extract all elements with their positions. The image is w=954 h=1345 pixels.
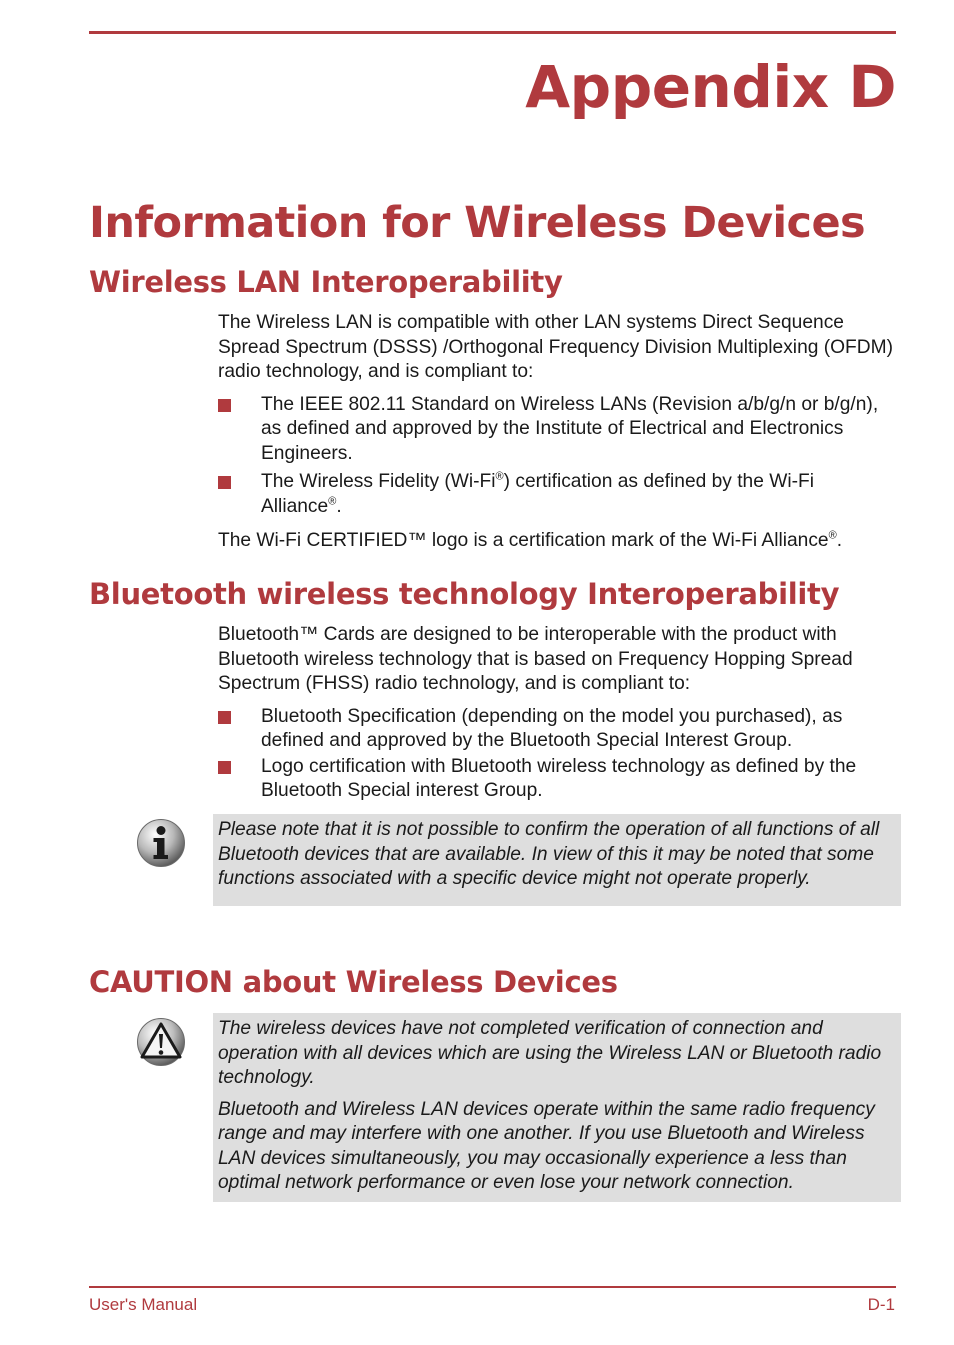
wlan-body [218, 311, 898, 554]
caution-box [213, 1013, 901, 1202]
wlan-bullet-text-part: ) certification as defined by the Wi-Fi Alliance [261, 471, 814, 517]
warning-icon [136, 1017, 186, 1067]
wlan-bullet-text-part: The Wireless Fidelity (Wi-Fi [261, 471, 496, 492]
bullet-square-icon [218, 711, 231, 724]
wlan-bullet-list [218, 393, 898, 520]
footer-rule [89, 1286, 896, 1288]
chapter-title: Information for Wireless Devices [89, 198, 866, 248]
note-box [213, 814, 901, 906]
bullet-square-icon [218, 476, 231, 489]
list-item [218, 470, 898, 519]
bluetooth-bullet-text: Logo certification with Bluetooth wireless technology as defined by the Bluetooth Special interest Group. [261, 755, 857, 801]
caution-paragraph: Bluetooth and Wireless LAN devices operate within the same radio frequency range and may interfere with one another. If you use Bluetooth and Wireless LAN devices simultaneously, you may occasionally experience a less than optimal network performance or even lose your network connection. [218, 1098, 875, 1193]
bullet-square-icon [218, 399, 231, 412]
section-heading-bluetooth: Bluetooth wireless technology Interoperability [89, 577, 840, 611]
registered-mark: ® [328, 495, 337, 508]
wlan-closing-text: . [836, 530, 843, 551]
registered-mark: ® [828, 529, 837, 542]
wlan-closing [218, 529, 898, 554]
bluetooth-bullet-text: Bluetooth Specification (depending on the model you purchased), as defined and approved by the Bluetooth Special Interest Group. [261, 705, 843, 751]
bullet-square-icon [218, 761, 231, 774]
registered-mark: ® [495, 470, 504, 483]
bluetooth-note-text: Please note that it is not possible to confirm the operation of all functions of all Bluetooth devices that are available. In view of this it may be noted that some functions associated with a specific device might not operate properly. [218, 819, 880, 889]
wlan-intro: The Wireless LAN is compatible with other LAN systems Direct Sequence Spread Spectrum (DSSS) /Orthogonal Frequency Division Multiplexing (OFDM) radio technology, and is compliant to: [218, 312, 894, 382]
wlan-closing-text: The Wi-Fi CERTIFIED™ logo is a certification mark of the Wi-Fi Alliance [218, 530, 829, 551]
wlan-bullet-text: The IEEE 802.11 Standard on Wireless LANs (Revision a/b/g/n or b/g/n), as defined and approved by the Institute of Electrical and Electronics Engineers. [261, 393, 879, 464]
list-item [218, 755, 898, 804]
bluetooth-bullet-list [218, 705, 898, 804]
footer-manual-label: User's Manual [89, 1295, 198, 1314]
appendix-title: Appendix D [525, 53, 896, 121]
list-item [218, 705, 898, 754]
header-rule [89, 31, 896, 34]
bluetooth-body [218, 623, 898, 804]
info-icon [136, 818, 186, 868]
footer-page-number: D-1 [867, 1295, 895, 1314]
caution-paragraph: The wireless devices have not completed verification of connection and operation with all devices which are using the Wireless LAN or Bluetooth radio technology. [218, 1018, 882, 1088]
bluetooth-intro: Bluetooth™ Cards are designed to be interoperable with the product with Bluetooth wireless technology that is based on Frequency Hopping Spread Spectrum (FHSS) radio technology, and is compliant to: [218, 624, 853, 694]
wlan-bullet-text-part: . [336, 495, 342, 517]
section-heading-wlan: Wireless LAN Interoperability [89, 265, 563, 299]
list-item [218, 393, 898, 467]
section-heading-caution: CAUTION about Wireless Devices [89, 965, 618, 999]
